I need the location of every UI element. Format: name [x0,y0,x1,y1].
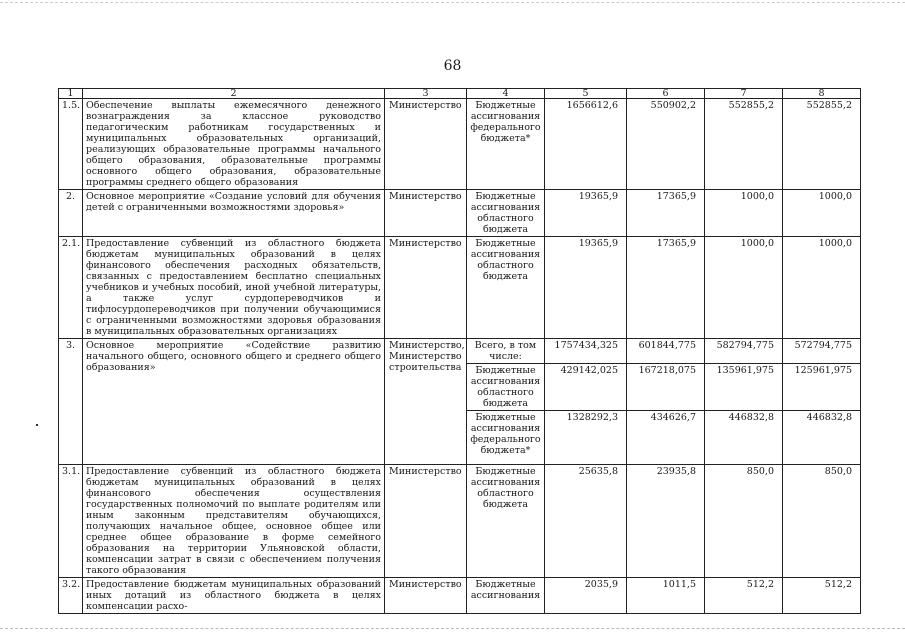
row-value-total: 1757434,325 [545,339,627,364]
row-value-year2: 135961,975 [705,364,783,411]
page-number: 68 [443,58,462,74]
header-row [59,89,861,99]
row-number: 3. [59,339,83,465]
header-col-3: 3 [385,89,467,99]
row-value-total: 25635,8 [545,465,627,578]
row-executor: Министерство [385,578,467,614]
row-number: 1.5. [59,99,83,190]
row-value-year2: 1000,0 [705,190,783,237]
row-executor: Министерство [385,237,467,339]
row-value-year1: 1011,5 [627,578,705,614]
row-value-year2: 1000,0 [705,237,783,339]
row-value-total: 2035,9 [545,578,627,614]
budget-table [58,88,861,614]
header-col-4: 4 [467,89,545,99]
header-col-6: 6 [627,89,705,99]
row-description: Предоставление бюджетам муниципальных образований иных дотаций из областного бюджета в целях компенсации расхо- [83,578,385,614]
row-number: 2.1. [59,237,83,339]
row-value-year1: 434626,7 [627,411,705,465]
header-col-7: 7 [705,89,783,99]
row-number: 3.2. [59,578,83,614]
row-description: Основное мероприятие «Создание условий для обучения детей с ограниченными возможностями здоровья» [83,190,385,237]
row-funding-source: Бюджетные ассигнования федерального бюджета* [467,411,545,465]
scan-edge-top [0,2,905,3]
table-row [59,190,861,237]
row-value-total: 19365,9 [545,237,627,339]
header-col-2: 2 [83,89,385,99]
row-funding-source: Бюджетные ассигнования федерального бюджета* [467,99,545,190]
header-col-1: 1 [59,89,83,99]
row-value-total: 19365,9 [545,190,627,237]
row-value-year3: 446832,8 [783,411,861,465]
row-value-year3: 572794,775 [783,339,861,364]
row-value-year2: 582794,775 [705,339,783,364]
row-executor: Министерство, Министерство строительства [385,339,467,465]
row-value-year3: 125961,975 [783,364,861,411]
table-row [59,237,861,339]
margin-dot [36,424,38,426]
row-value-year3: 552855,2 [783,99,861,190]
table-row [59,339,861,364]
row-value-year3: 1000,0 [783,237,861,339]
header-col-5: 5 [545,89,627,99]
row-value-year1: 167218,075 [627,364,705,411]
row-funding-source: Бюджетные ассигнования областного бюджета [467,364,545,411]
row-value-year1: 23935,8 [627,465,705,578]
row-value-year2: 552855,2 [705,99,783,190]
row-value-year2: 850,0 [705,465,783,578]
row-description: Предоставление субвенций из областного бюджета бюджетам муниципальных образований в целях финансового обеспечения осуществления государственных полномочий по выплате родителям или иным законным представителям обучающихся, получающих начальное общее, основное общее или среднее общее образование в форме семейного образования на территории Ульяновской области, компенсации затрат в связи с обеспечением получения такого образования [83,465,385,578]
row-description: Основное мероприятие «Содействие развитию начального общего, основного общего и среднего общего образования» [83,339,385,465]
row-description: Предоставление субвенций из областного бюджета бюджетам муниципальных образований в целях финансового обеспечения расходных обязательств, связанных с предоставлением бесплатно специальных учебников и учебных пособий, иной учебной литературы, а также услуг сурдопереводчиков и тифлосурдопереводчиков при получении обучающимися с ограниченными возможностями здоровья образования в муниципальных образовательных организациях [83,237,385,339]
row-value-year2: 446832,8 [705,411,783,465]
row-value-year1: 601844,775 [627,339,705,364]
row-value-year3: 1000,0 [783,190,861,237]
row-value-year2: 512,2 [705,578,783,614]
row-value-year1: 17365,9 [627,237,705,339]
row-value-year1: 17365,9 [627,190,705,237]
header-col-8: 8 [783,89,861,99]
row-executor: Министерство [385,99,467,190]
row-funding-source: Всего, в том числе: [467,339,545,364]
table-row [59,465,861,578]
row-funding-source: Бюджетные ассигнования [467,578,545,614]
row-value-total: 429142,025 [545,364,627,411]
table-row [59,99,861,190]
row-funding-source: Бюджетные ассигнования областного бюджета [467,237,545,339]
table-container [58,88,860,612]
table-row [59,578,861,614]
row-value-year3: 850,0 [783,465,861,578]
row-number: 2. [59,190,83,237]
row-value-year1: 550902,2 [627,99,705,190]
scan-edge-bottom [0,628,905,629]
row-funding-source: Бюджетные ассигнования областного бюджета [467,190,545,237]
row-executor: Министерство [385,465,467,578]
row-executor: Министерство [385,190,467,237]
row-funding-source: Бюджетные ассигнования областного бюджета [467,465,545,578]
row-value-total: 1656612,6 [545,99,627,190]
row-description: Обеспечение выплаты ежемесячного денежного вознаграждения за классное руководство педагогическим работникам государственных и муниципальных образовательных организаций, реализующих образовательные программы начального общего образования, образовательные программы основного общего образования, образовательные программы среднего общего образования [83,99,385,190]
row-number: 3.1. [59,465,83,578]
row-value-year3: 512,2 [783,578,861,614]
row-value-total: 1328292,3 [545,411,627,465]
